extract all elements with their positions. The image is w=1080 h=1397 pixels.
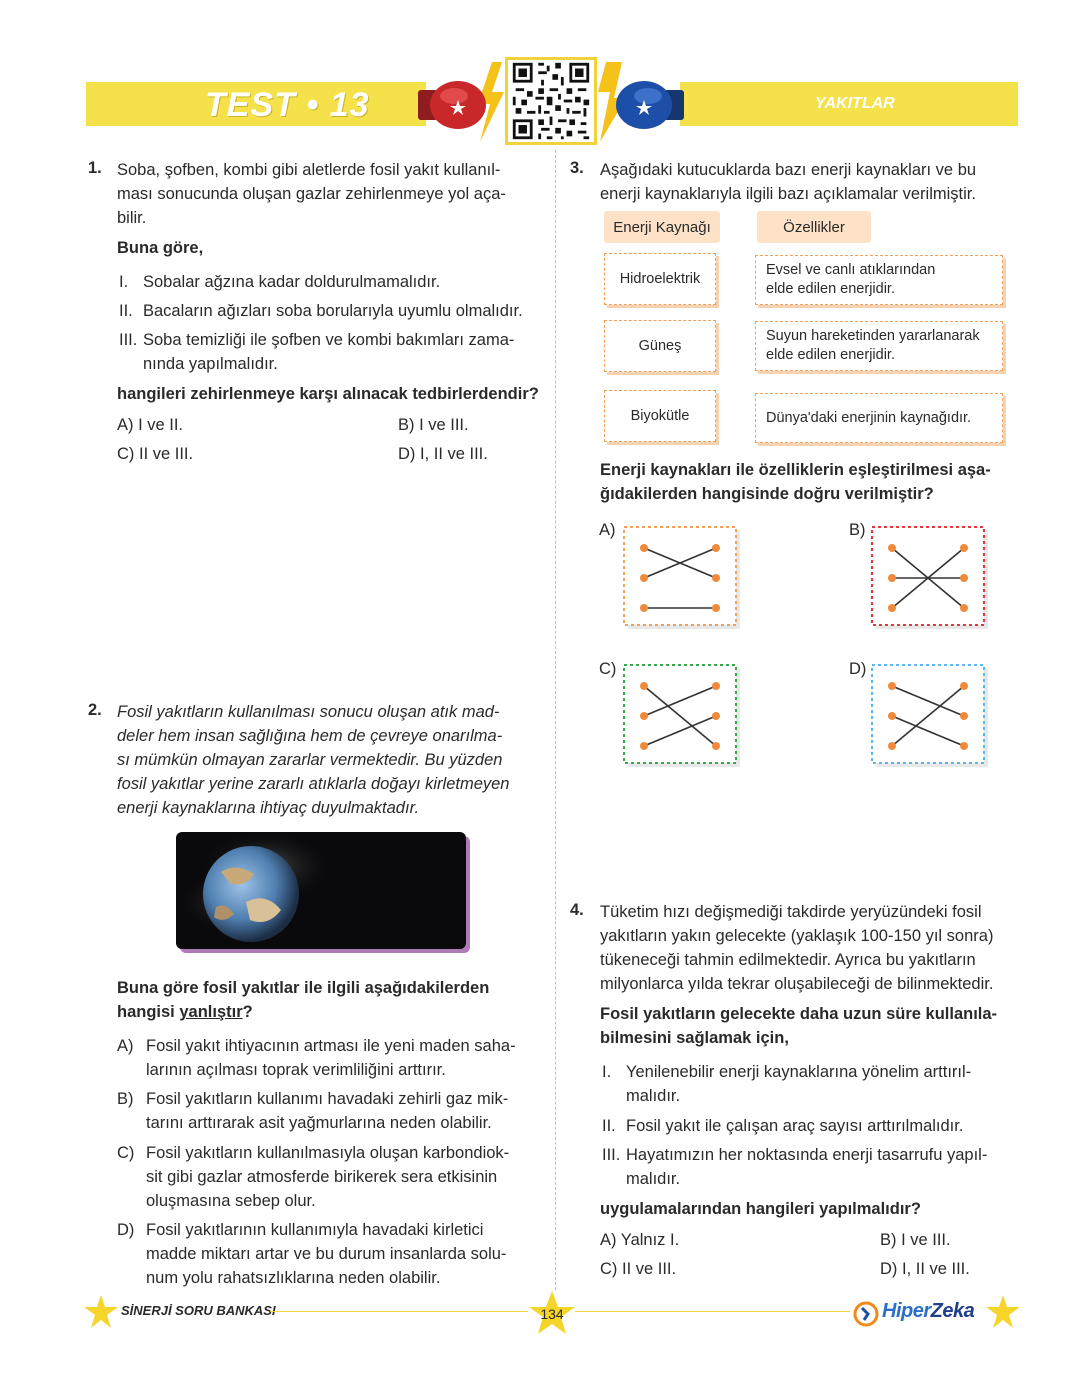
q1-option-b[interactable]: B) I ve III. bbox=[398, 416, 469, 434]
q3-stem-line: enerji kaynaklarıyla ilgili bazı açıklamalar verilmiştir. bbox=[600, 185, 976, 203]
q3-option-d-label[interactable]: D) bbox=[849, 660, 867, 678]
red-boxing-glove-icon bbox=[414, 76, 488, 134]
star-icon bbox=[84, 1294, 118, 1330]
q4-item-line: malıdır. bbox=[626, 1170, 681, 1188]
q4-question: uygulamalarından hangileri yapılmalıdır? bbox=[600, 1200, 921, 1218]
q3-feature-line: elde edilen enerjidir. bbox=[766, 281, 895, 297]
q2-option-a-line: Fosil yakıt ihtiyacının artması ile yeni maden saha- bbox=[146, 1037, 516, 1055]
qr-code[interactable] bbox=[505, 57, 597, 145]
q3-feature-line: Evsel ve canlı atıklarından bbox=[766, 262, 936, 278]
match-dot bbox=[960, 544, 968, 552]
q3-option-c-diagram[interactable] bbox=[622, 663, 742, 769]
match-dot bbox=[640, 682, 648, 690]
q2-option-c[interactable] bbox=[146, 1141, 533, 1213]
match-dot bbox=[712, 742, 720, 750]
brand-name-part: Hiper bbox=[882, 1300, 931, 1322]
q1-option-a[interactable]: A) I ve II. bbox=[117, 416, 184, 434]
match-dot bbox=[960, 574, 968, 582]
q4-item-num: II. bbox=[602, 1117, 616, 1135]
q2-option-c-line: sit gibi gazlar atmosferde birikerek sera etkisinin bbox=[146, 1168, 498, 1186]
q2-question-prefix: hangisi bbox=[117, 1003, 180, 1021]
q2-option-c-line: oluşmasına sebep olur. bbox=[146, 1192, 316, 1210]
q2-option-d-line: Fosil yakıtlarının kullanımıyla havadaki kirletici bbox=[146, 1221, 484, 1239]
q1-item-text: Soba temizliği ile şofben ve kombi bakımları zama- bbox=[143, 331, 515, 349]
blue-boxing-glove-icon bbox=[614, 76, 688, 134]
match-dot bbox=[888, 544, 896, 552]
q2-question-negative: yanlıştır bbox=[179, 1003, 243, 1021]
q3-option-d-diagram[interactable] bbox=[870, 663, 990, 769]
q3-feature-line: Suyun hareketinden yararlanarak bbox=[766, 328, 980, 344]
q3-source-box: Biyokütle bbox=[604, 390, 716, 442]
match-dot bbox=[888, 574, 896, 582]
star-icon bbox=[986, 1294, 1020, 1330]
brand-logo-icon bbox=[852, 1298, 882, 1328]
q1-item-text: Bacaların ağızları soba borularıyla uyumlu olmalıdır. bbox=[143, 302, 523, 320]
q2-option-d-line: madde miktarı artar ve bu durum insanlarda solu- bbox=[146, 1245, 507, 1263]
match-dot bbox=[712, 712, 720, 720]
q2-option-a-line: larının açılması toprak verimliliğini arttırır. bbox=[146, 1061, 446, 1079]
q2-option-d[interactable] bbox=[146, 1218, 533, 1290]
match-dot bbox=[712, 604, 720, 612]
match-dot bbox=[960, 682, 968, 690]
q2-question-line: Buna göre fosil yakıtlar ile ilgili aşağıdakilerden bbox=[117, 979, 490, 997]
q4-stem-line: Tüketim hızı değişmediği takdirde yeryüzündeki fosil bbox=[600, 903, 982, 921]
q4-item-num: I. bbox=[602, 1063, 612, 1081]
q4-option-b[interactable]: B) I ve III. bbox=[880, 1231, 951, 1249]
brand-name-part: Zeka bbox=[930, 1300, 975, 1322]
match-dot bbox=[888, 712, 896, 720]
q3-question-line: ğıdakilerden hangisinde doğru verilmiştir? bbox=[600, 485, 934, 503]
q2-question-suffix: ? bbox=[242, 1003, 253, 1021]
q1-question: hangileri zehirlenmeye karşı alınacak tedbirlerdendir? bbox=[117, 385, 539, 403]
q3-question-line: Enerji kaynakları ile özelliklerin eşleştirilmesi aşa- bbox=[600, 461, 991, 479]
q4-item-line: Hayatımızın her noktasında enerji tasarrufu yapıl- bbox=[626, 1146, 988, 1164]
q2-option-d-line: num yolu rahatsızlıklarına neden olabilir. bbox=[146, 1269, 441, 1287]
q1-item-text: Sobalar ağzına kadar doldurulmamalıdır. bbox=[143, 273, 441, 291]
q1-stem-line: bilir. bbox=[117, 209, 147, 227]
polluted-earth-image bbox=[176, 832, 466, 949]
q3-source-box: Hidroelektrik bbox=[604, 253, 716, 305]
q2-stem-line: deler hem insan sağlığına hem de çevreye onarılma- bbox=[117, 727, 503, 745]
q2-option-a[interactable] bbox=[146, 1034, 533, 1082]
q2-option-b[interactable] bbox=[146, 1087, 533, 1135]
footer-line-left bbox=[270, 1311, 528, 1312]
q4-item-line: Fosil yakıt ile çalışan araç sayısı arttırılmalıdır. bbox=[626, 1117, 964, 1135]
q4-item-line: Yenilenebilir enerji kaynaklarına yönelim arttırıl- bbox=[626, 1063, 972, 1081]
q4-stem-line: milyonlarca yılda tekrar oluşabileceği de bilinmektedir. bbox=[600, 975, 994, 993]
q2-number: 2. bbox=[88, 701, 102, 719]
q3-option-c-label[interactable]: C) bbox=[599, 660, 617, 678]
q4-number: 4. bbox=[570, 901, 584, 919]
q3-option-a-diagram[interactable] bbox=[622, 525, 742, 631]
q2-option-a-label[interactable]: A) bbox=[117, 1037, 134, 1055]
q4-option-c[interactable]: C) II ve III. bbox=[600, 1260, 677, 1278]
q4-option-d[interactable]: D) I, II ve III. bbox=[880, 1260, 970, 1278]
q3-option-b-diagram[interactable] bbox=[870, 525, 990, 631]
q3-option-a-label[interactable]: A) bbox=[599, 521, 616, 539]
topic-title: YAKITLAR bbox=[815, 95, 895, 112]
q2-option-b-line: Fosil yakıtların kullanımı havadaki zehirli gaz mik- bbox=[146, 1090, 509, 1108]
q2-stem-line: sı mümkün olmayan zararlar vermektedir. Bu yüzden bbox=[117, 751, 503, 769]
match-dot bbox=[888, 682, 896, 690]
q1-stem-line: ması sonucunda oluşan gazlar zehirlenmeye yol aça- bbox=[117, 185, 506, 203]
match-dot bbox=[640, 604, 648, 612]
match-dot bbox=[640, 574, 648, 582]
q1-item-num: III. bbox=[119, 331, 138, 349]
q2-stem-line: Fosil yakıtların kullanılması sonucu oluşan atık mad- bbox=[117, 703, 500, 721]
q2-option-b-line: tarını arttırarak asit yağmurlarına neden olabilir. bbox=[146, 1114, 492, 1132]
q3-option-b-label[interactable]: B) bbox=[849, 521, 866, 539]
q3-feature-box bbox=[755, 393, 1003, 443]
test-title: TEST • 13 bbox=[205, 86, 370, 124]
match-dot bbox=[888, 742, 896, 750]
q1-lead: Buna göre, bbox=[117, 239, 204, 257]
q1-option-d[interactable]: D) I, II ve III. bbox=[398, 445, 488, 463]
q3-feature-box bbox=[755, 321, 1003, 371]
q3-feature-line: elde edilen enerjidir. bbox=[766, 347, 895, 363]
q3-col2-header: Özellikler bbox=[757, 211, 871, 243]
q2-option-d-label[interactable]: D) bbox=[117, 1221, 135, 1239]
match-dot bbox=[640, 544, 648, 552]
q1-number: 1. bbox=[88, 159, 102, 177]
book-title: SİNERJİ SORU BANKASI bbox=[121, 1303, 276, 1318]
q2-option-c-label[interactable]: C) bbox=[117, 1144, 135, 1162]
q3-stem-line: Aşağıdaki kutucuklarda bazı enerji kaynakları ve bu bbox=[600, 161, 977, 179]
q1-stem-line: Soba, şofben, kombi gibi aletlerde fosil yakıt kullanıl- bbox=[117, 161, 501, 179]
q1-option-c[interactable]: C) II ve III. bbox=[117, 445, 194, 463]
brand-name bbox=[882, 1300, 974, 1323]
q4-item-num: III. bbox=[602, 1146, 621, 1164]
q1-item-num: II. bbox=[119, 302, 133, 320]
column-divider bbox=[555, 150, 556, 1290]
match-dot bbox=[960, 712, 968, 720]
q2-stem-line: enerji kaynaklarına ihtiyaç duyulmaktadır. bbox=[117, 799, 420, 817]
q2-option-c-line: Fosil yakıtların kullanılmasıyla oluşan karbondiok- bbox=[146, 1144, 510, 1162]
q3-col1-header: Enerji Kaynağı bbox=[604, 211, 720, 243]
match-dot bbox=[712, 544, 720, 552]
match-dot bbox=[960, 604, 968, 612]
q2-stem-line: fosil yakıtlar yerine zararlı atıklarla doğayı kirletmeyen bbox=[117, 775, 510, 793]
q4-stem-line: yakıtların yakın gelecekte (yaklaşık 100-150 yıl sonra) bbox=[600, 927, 994, 945]
q3-feature-line: Dünya'daki enerjinin kaynağıdır. bbox=[766, 410, 972, 426]
q4-item-line: malıdır. bbox=[626, 1087, 681, 1105]
page-number: 134 bbox=[540, 1306, 564, 1322]
q4-lead-line: bilmesini sağlamak için, bbox=[600, 1029, 789, 1047]
q3-feature-box bbox=[755, 255, 1003, 305]
match-dot bbox=[712, 682, 720, 690]
q2-option-b-label[interactable]: B) bbox=[117, 1090, 134, 1108]
footer-line-right bbox=[575, 1311, 850, 1312]
match-dot bbox=[712, 574, 720, 582]
q1-item-num: I. bbox=[119, 273, 129, 291]
match-dot bbox=[888, 604, 896, 612]
q4-option-a[interactable]: A) Yalnız I. bbox=[600, 1231, 680, 1249]
match-dot bbox=[640, 712, 648, 720]
q1-item-text: nında yapılmalıdır. bbox=[143, 355, 278, 373]
q3-source-box: Güneş bbox=[604, 320, 716, 372]
match-dot bbox=[960, 742, 968, 750]
q4-lead-line: Fosil yakıtların gelecekte daha uzun süre kullanıla- bbox=[600, 1005, 998, 1023]
match-dot bbox=[640, 742, 648, 750]
q4-stem-line: tükeneceği tahmin edilmektedir. Ayrıca bu yakıtların bbox=[600, 951, 976, 969]
q3-number: 3. bbox=[570, 159, 584, 177]
